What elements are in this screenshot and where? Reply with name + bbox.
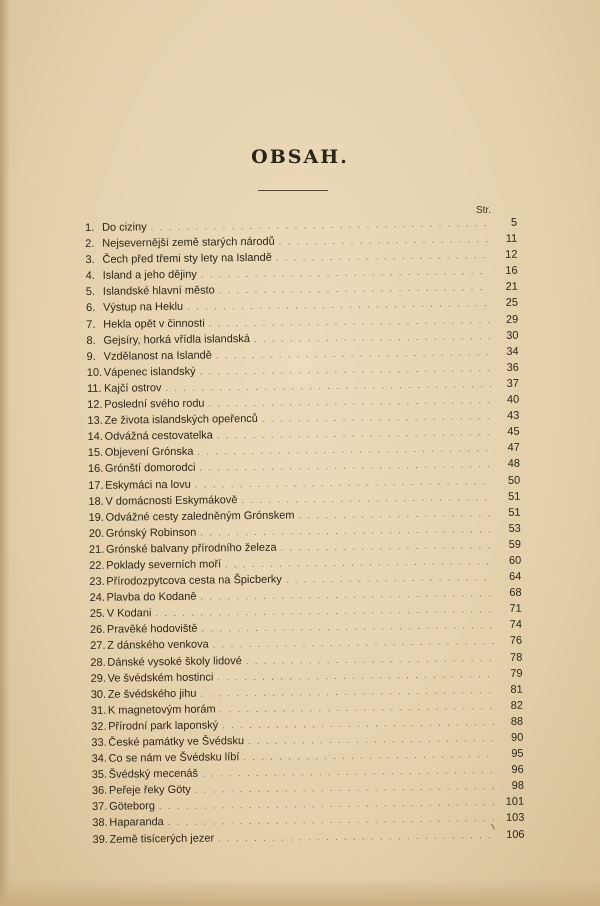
entry-number: 31.: [90, 704, 107, 717]
entry-number: 28.: [90, 656, 106, 669]
dot-leader: [241, 492, 492, 505]
entry-page-number: 34: [506, 345, 519, 358]
dot-leader: [243, 749, 495, 762]
entry-title: Grónští domorodci: [104, 462, 196, 476]
entry-title: Vzdělanost na Islandě: [103, 349, 212, 363]
entry-title: Göteborg: [109, 800, 156, 814]
entry-number: 1.: [85, 221, 95, 234]
dot-leader: [201, 620, 494, 634]
dot-leader: [199, 459, 492, 473]
entry-number: 16.: [87, 463, 104, 476]
entry-title: Přírodozpytcova cesta na Špicberky: [106, 573, 282, 588]
entry-page-number: 21: [505, 281, 518, 294]
entry-page-number: 16: [505, 264, 518, 278]
entry-page-number: 103: [505, 812, 525, 825]
entry-page-number: 43: [507, 409, 520, 422]
entry-title: V Kodani: [106, 607, 152, 621]
entry-number: 7.: [86, 318, 96, 331]
entry-title: Nejsevernější země starých národů: [102, 235, 275, 250]
entry-number: 12.: [87, 398, 103, 412]
entry-title: České památky ve Švédsku: [108, 735, 245, 749]
dot-leader: [200, 524, 493, 538]
entry-number: 8.: [86, 334, 96, 347]
entry-page-number: 101: [505, 796, 525, 809]
dot-leader: [200, 685, 494, 699]
dot-leader: [218, 830, 497, 843]
entry-title: Přírodní park laponský: [108, 719, 219, 733]
dot-leader: [202, 765, 496, 779]
entry-page-number: 88: [510, 715, 524, 728]
entry-title: Švédský mecenáš: [108, 767, 199, 781]
dot-leader: [286, 572, 494, 585]
dot-leader: [197, 443, 491, 457]
entry-number: 20.: [88, 527, 105, 540]
entry-number: 35.: [91, 768, 108, 782]
dot-leader: [217, 427, 492, 440]
entry-number: 17.: [88, 479, 104, 492]
entry-page-number: 12: [505, 248, 518, 262]
entry-title: Ze života islandských opeřenců: [104, 413, 258, 427]
entry-title: Poklady severních moří: [106, 558, 222, 572]
dot-leader: [165, 379, 491, 393]
entry-title: Objevení Grónska: [104, 446, 194, 460]
entry-number: 26.: [89, 624, 106, 637]
entry-page-number: 79: [510, 667, 523, 680]
entry-title: Dánské vysoké školy lidové: [107, 654, 242, 669]
entry-page-number: 29: [505, 313, 519, 326]
page-edge-shadow: [0, 0, 10, 906]
entry-number: 24.: [89, 591, 105, 605]
dot-leader: [195, 476, 493, 490]
dot-leader: [155, 604, 493, 618]
entry-title: Odvážná cestovatelka: [104, 429, 213, 443]
dot-leader: [159, 797, 496, 811]
entry-number: 5.: [85, 286, 96, 299]
entry-page-number: 11: [505, 232, 518, 245]
entry-number: 37.: [92, 801, 108, 814]
entry-number: 38.: [92, 817, 108, 830]
entry-title: Hekla opět v činnosti: [103, 317, 205, 331]
entry-page-number: 64: [509, 570, 522, 583]
page-column-label: Str.: [476, 205, 492, 216]
entry-page-number: 60: [508, 554, 522, 567]
dot-leader: [208, 395, 491, 408]
dot-leader: [195, 781, 496, 795]
title-divider: [258, 190, 328, 191]
entry-number: 36.: [91, 785, 108, 798]
entry-page-number: 30: [506, 329, 519, 342]
dot-leader: [276, 250, 490, 263]
entry-page-number: 106: [506, 828, 525, 841]
entry-number: 14.: [87, 431, 103, 444]
entry-page-number: 78: [510, 651, 523, 664]
entry-title: V domácnosti Eskymákově: [105, 493, 238, 508]
entry-title: K magnetovým horám: [107, 703, 216, 717]
dot-leader: [225, 556, 493, 569]
dot-leader: [200, 588, 493, 602]
dot-leader: [298, 508, 492, 520]
entry-number: 19.: [88, 511, 104, 524]
dot-leader: [222, 717, 495, 730]
entry-number: 30.: [90, 688, 107, 701]
entry-page-number: 48: [507, 458, 521, 471]
entry-page-number: 5: [510, 216, 518, 229]
dot-leader: [216, 347, 491, 360]
dot-leader: [151, 218, 489, 232]
entry-number: 6.: [85, 302, 96, 315]
entry-title: Grónské balvany přírodního železa: [105, 541, 277, 556]
entry-number: 22.: [89, 559, 105, 572]
entry-number: 27.: [90, 640, 106, 653]
entry-title: Z dánského venkova: [107, 638, 209, 653]
entry-title: Ze švédského jihu: [107, 687, 197, 701]
entry-number: 23.: [89, 575, 105, 589]
entry-number: 33.: [91, 736, 107, 749]
entry-page-number: 37: [506, 377, 520, 390]
entry-page-number: 53: [508, 522, 521, 535]
entry-page-number: 81: [510, 683, 523, 696]
entry-title: Co se nám ve Švédsku líbí: [108, 751, 240, 765]
entry-title: Odvážné cesty zaledněným Grónskem: [105, 509, 295, 524]
dot-leader: [168, 813, 497, 827]
entry-number: 9.: [86, 350, 96, 363]
entry-page-number: 68: [509, 586, 522, 599]
entry-number: 3.: [85, 254, 95, 267]
entry-page-number: 95: [511, 747, 524, 760]
entry-title: Grónský Robinson: [105, 526, 197, 540]
entry-title: Čech před třemi sty lety na Islandě: [102, 251, 272, 266]
entry-number: 18.: [88, 495, 104, 508]
entry-title: Islandské hlavní město: [102, 284, 215, 299]
dot-leader: [281, 540, 493, 553]
entry-page-number: 25: [505, 297, 519, 310]
dot-leader: [248, 733, 495, 746]
page-bottom-shadow: [0, 878, 600, 906]
entry-title: Do ciziny: [101, 221, 147, 234]
entry-page-number: 51: [508, 490, 521, 503]
entry-title: Poslední svého rodu: [104, 397, 205, 411]
entry-number: 21.: [88, 543, 105, 556]
entry-page-number: 40: [506, 393, 520, 406]
entry-number: 32.: [91, 720, 107, 733]
entry-title: Eskymáci na lovu: [105, 478, 191, 492]
entry-number: 11.: [86, 382, 102, 395]
entry-title: Island a jeho dějiny: [102, 268, 197, 283]
entry-number: 29.: [90, 672, 106, 685]
entry-page-number: 82: [510, 699, 524, 712]
entry-page-number: 71: [509, 602, 522, 616]
entry-number: 10.: [86, 366, 103, 379]
dot-leader: [200, 363, 491, 377]
entry-page-number: 47: [507, 442, 520, 455]
dot-leader: [219, 282, 490, 295]
entry-title: Haparanda: [109, 816, 164, 830]
entry-page-number: 51: [508, 506, 521, 519]
dot-leader: [279, 234, 490, 247]
entry-title: Pravěké hodoviště: [106, 623, 198, 637]
dot-leader: [246, 653, 495, 666]
entry-title: Plavba do Kodaně: [106, 590, 197, 604]
entry-page-number: 36: [506, 361, 519, 374]
entry-number: 25.: [89, 608, 106, 621]
dot-leader: [262, 411, 492, 424]
entry-page-number: 45: [507, 425, 520, 439]
page-title: OBSAH.: [251, 146, 349, 168]
entry-page-number: 90: [511, 731, 524, 744]
entry-number: 15.: [87, 447, 104, 460]
entry-number: 34.: [91, 752, 107, 766]
dot-leader: [254, 331, 491, 344]
table-of-contents: [85, 217, 525, 850]
entry-number: 2.: [85, 237, 95, 251]
dot-leader: [209, 315, 491, 328]
entry-title: Ve švédském hostinci: [107, 671, 214, 685]
entry-number: 4.: [85, 270, 95, 283]
entry-title: Vápenec islandský: [103, 365, 196, 379]
dot-leader: [220, 701, 495, 714]
entry-number: 39.: [92, 833, 108, 846]
entry-page-number: 98: [511, 779, 524, 793]
entry-title: Gejsíry, horká vřídla islandská: [103, 332, 251, 347]
dot-leader: [201, 266, 490, 280]
entry-page-number: 96: [511, 763, 524, 777]
entry-page-number: 74: [509, 619, 523, 632]
entry-title: Kajčí ostrov: [103, 382, 162, 395]
entry-page-number: 76: [509, 635, 523, 648]
dot-leader: [187, 299, 490, 313]
dot-leader: [217, 669, 494, 682]
entry-page-number: 50: [507, 474, 521, 487]
entry-page-number: 59: [508, 538, 522, 551]
entry-number: 13.: [87, 414, 103, 428]
entry-title: Výstup na Heklu: [102, 301, 184, 315]
dot-leader: [213, 636, 495, 649]
entry-title: Peřeje řeky Göty: [108, 784, 191, 798]
entry-title: Země tisícerých jezer: [109, 832, 215, 846]
